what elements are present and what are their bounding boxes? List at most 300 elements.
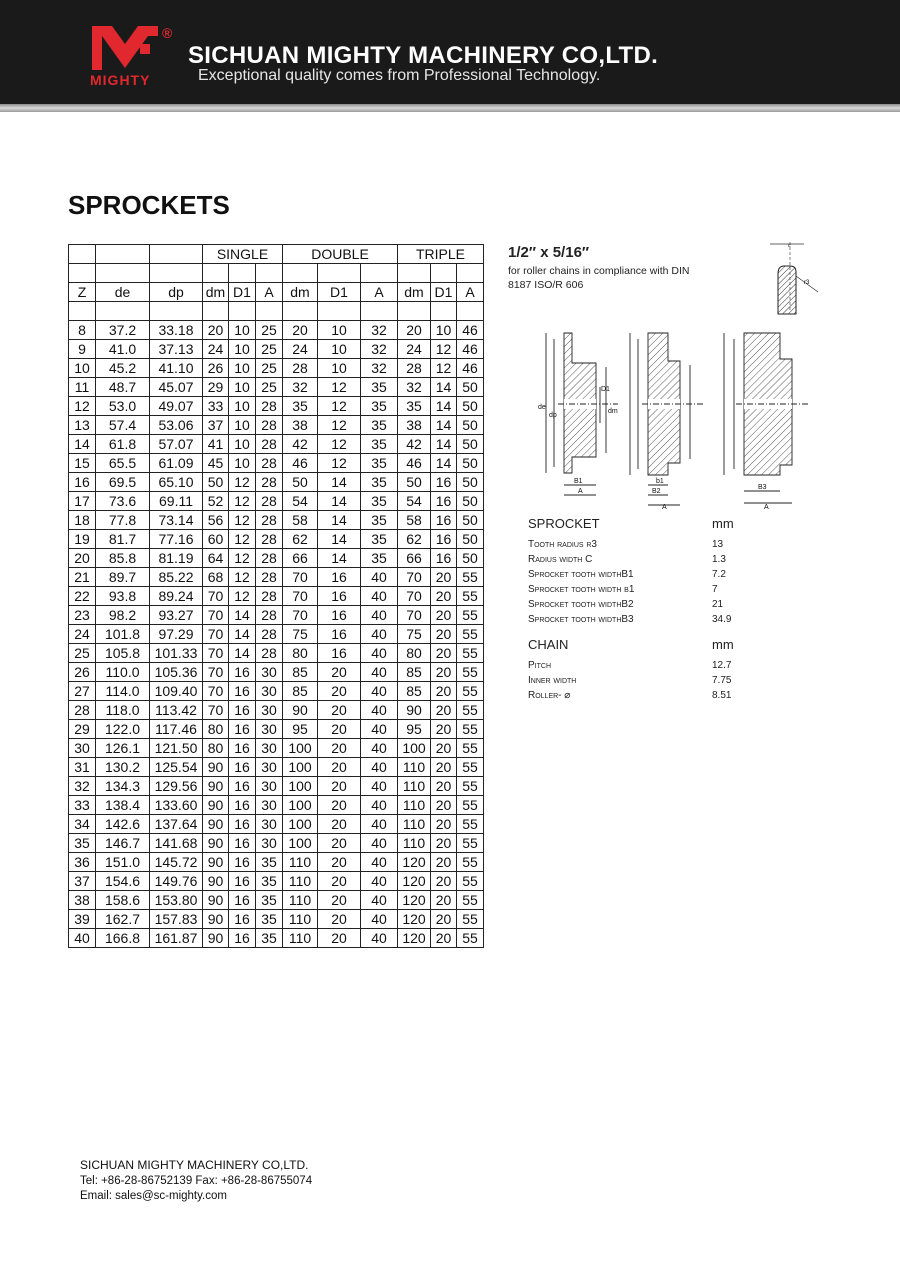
table-cell: 46 xyxy=(398,454,431,473)
table-cell: 38 xyxy=(283,416,318,435)
table-cell: 29 xyxy=(203,378,229,397)
table-cell: 20 xyxy=(431,853,457,872)
sprocket-prop-value: 13 xyxy=(712,539,724,550)
table-cell: 12 xyxy=(318,435,361,454)
table-cell: 12 xyxy=(69,397,96,416)
table-cell: 40 xyxy=(361,872,398,891)
table-cell: 20 xyxy=(318,872,361,891)
table-cell: 50 xyxy=(457,549,484,568)
table-cell: 35 xyxy=(361,416,398,435)
chain-prop-value: 8.51 xyxy=(712,690,732,701)
table-row xyxy=(69,682,484,701)
table-cell: 110 xyxy=(283,891,318,910)
table-cell: 80 xyxy=(283,644,318,663)
column-header-row xyxy=(69,283,484,302)
table-cell: 29 xyxy=(69,720,96,739)
table-row xyxy=(69,815,484,834)
table-cell: 145.72 xyxy=(150,853,203,872)
table-row xyxy=(69,929,484,948)
table-cell: 14 xyxy=(431,378,457,397)
table-cell: 113.42 xyxy=(150,701,203,720)
table-cell: 149.76 xyxy=(150,872,203,891)
table-cell: 35 xyxy=(398,397,431,416)
table-cell: 55 xyxy=(457,739,484,758)
table-cell: 20 xyxy=(431,796,457,815)
sprocket-prop-value: 7.2 xyxy=(712,569,726,580)
table-cell: 12 xyxy=(431,359,457,378)
table-cell: 20 xyxy=(431,872,457,891)
table-cell: 16 xyxy=(229,815,256,834)
table-cell: 16 xyxy=(431,492,457,511)
table-cell: 65.10 xyxy=(150,473,203,492)
table-cell: 35 xyxy=(256,872,283,891)
table-cell: 20 xyxy=(318,834,361,853)
sprocket-prop-label: Sprocket tooth widthB1 xyxy=(528,569,634,580)
table-cell: 70 xyxy=(283,606,318,625)
table-cell: 16 xyxy=(318,625,361,644)
table-cell: 28 xyxy=(283,359,318,378)
chain-prop-row xyxy=(528,658,758,673)
table-row xyxy=(69,587,484,606)
table-cell: 16 xyxy=(229,701,256,720)
d1-label: D1 xyxy=(601,386,610,393)
table-cell: 16 xyxy=(229,720,256,739)
table-cell: 10 xyxy=(229,435,256,454)
table-cell: 50 xyxy=(457,378,484,397)
table-cell: 141.68 xyxy=(150,834,203,853)
table-cell: 35 xyxy=(361,492,398,511)
table-cell: 19 xyxy=(69,530,96,549)
table-cell: 110 xyxy=(398,834,431,853)
table-cell: 55 xyxy=(457,587,484,606)
table-cell: 28 xyxy=(256,644,283,663)
table-cell: 40 xyxy=(361,644,398,663)
table-cell: 50 xyxy=(283,473,318,492)
table-cell: 20 xyxy=(431,891,457,910)
table-cell: 24 xyxy=(203,340,229,359)
table-cell: 70 xyxy=(398,568,431,587)
table-cell: 17 xyxy=(69,492,96,511)
table-cell: 122.0 xyxy=(96,720,150,739)
table-cell: 20 xyxy=(318,815,361,834)
table-cell: 55 xyxy=(457,796,484,815)
table-cell: 12 xyxy=(229,530,256,549)
column-header-a: A xyxy=(457,283,484,302)
table-row xyxy=(69,663,484,682)
table-cell: 35 xyxy=(283,397,318,416)
registered-mark: ® xyxy=(162,25,173,41)
table-cell: 14 xyxy=(229,625,256,644)
table-row xyxy=(69,454,484,473)
table-cell: 120 xyxy=(398,872,431,891)
table-cell: 16 xyxy=(229,682,256,701)
table-row xyxy=(69,435,484,454)
chain-prop-row xyxy=(528,688,758,703)
table-cell: 23 xyxy=(69,606,96,625)
table-cell: 40 xyxy=(361,853,398,872)
table-cell: 90 xyxy=(283,701,318,720)
table-row xyxy=(69,416,484,435)
table-cell: 16 xyxy=(69,473,96,492)
table-cell: 35 xyxy=(361,435,398,454)
table-cell: 77.8 xyxy=(96,511,150,530)
table-cell: 35 xyxy=(361,549,398,568)
table-cell: 62 xyxy=(283,530,318,549)
table-cell: 118.0 xyxy=(96,701,150,720)
chain-size-title: 1/2″ x 5/16″ xyxy=(508,244,590,261)
table-cell: 12 xyxy=(431,340,457,359)
table-cell: 50 xyxy=(457,435,484,454)
table-cell: 25 xyxy=(256,378,283,397)
table-cell: 48.7 xyxy=(96,378,150,397)
table-cell: 120 xyxy=(398,929,431,948)
table-cell: 70 xyxy=(203,606,229,625)
table-cell: 38 xyxy=(69,891,96,910)
sprocket-prop-label: Radius width C xyxy=(528,554,593,565)
table-cell: 53.06 xyxy=(150,416,203,435)
table-cell: 28 xyxy=(256,454,283,473)
table-cell: 10 xyxy=(318,340,361,359)
table-cell: 20 xyxy=(431,739,457,758)
table-cell: 55 xyxy=(457,758,484,777)
table-cell: 20 xyxy=(203,321,229,340)
table-cell: 100 xyxy=(283,739,318,758)
table-cell: 20 xyxy=(283,321,318,340)
table-cell: 110 xyxy=(283,853,318,872)
table-cell: 20 xyxy=(431,663,457,682)
table-cell: 120 xyxy=(398,910,431,929)
table-cell: 27 xyxy=(69,682,96,701)
table-cell: 100 xyxy=(283,815,318,834)
table-cell: 37.2 xyxy=(96,321,150,340)
table-cell: 80 xyxy=(398,644,431,663)
table-cell: 110 xyxy=(398,815,431,834)
dp-label: dp xyxy=(549,412,557,419)
table-cell: 55 xyxy=(457,853,484,872)
footer-phone: Tel: +86-28-86752139 Fax: +86-28-86755074 xyxy=(80,1174,313,1187)
a-label: A xyxy=(578,488,583,495)
sprocket-prop-value: 7 xyxy=(712,584,718,595)
table-cell: 24 xyxy=(69,625,96,644)
sprocket-props-unit: mm xyxy=(712,516,734,531)
table-cell: 20 xyxy=(318,853,361,872)
table-cell: 20 xyxy=(431,701,457,720)
table-row xyxy=(69,701,484,720)
table-row xyxy=(69,777,484,796)
table-cell: 10 xyxy=(229,416,256,435)
spacer-row xyxy=(69,264,484,283)
table-cell: 110 xyxy=(283,929,318,948)
table-cell: 138.4 xyxy=(96,796,150,815)
table-cell: 20 xyxy=(318,796,361,815)
tooth-profile-diagram xyxy=(760,240,840,320)
chain-props-title: CHAIN xyxy=(528,637,569,652)
table-row xyxy=(69,473,484,492)
table-cell: 32 xyxy=(361,359,398,378)
table-cell: 57.4 xyxy=(96,416,150,435)
table-cell: 14 xyxy=(318,511,361,530)
b1-small-label: b1 xyxy=(656,478,664,485)
table-row xyxy=(69,340,484,359)
table-cell: 35 xyxy=(361,378,398,397)
table-cell: 109.40 xyxy=(150,682,203,701)
table-cell: 101.8 xyxy=(96,625,150,644)
header-divider xyxy=(0,104,900,112)
chain-prop-label: Pitch xyxy=(528,660,552,671)
table-cell: 70 xyxy=(203,644,229,663)
column-header-dm: dm xyxy=(398,283,431,302)
table-cell: 81.7 xyxy=(96,530,150,549)
table-cell: 24 xyxy=(283,340,318,359)
table-cell: 41.10 xyxy=(150,359,203,378)
table-cell: 36 xyxy=(69,853,96,872)
table-row xyxy=(69,378,484,397)
table-cell: 100 xyxy=(283,796,318,815)
table-cell: 153.80 xyxy=(150,891,203,910)
table-cell: 14 xyxy=(431,397,457,416)
table-cell: 40 xyxy=(361,701,398,720)
de-label: de xyxy=(538,404,546,411)
table-cell: 33 xyxy=(203,397,229,416)
table-cell: 10 xyxy=(229,321,256,340)
table-cell: 77.16 xyxy=(150,530,203,549)
table-cell: 37 xyxy=(69,872,96,891)
table-row xyxy=(69,492,484,511)
sprocket-prop-row xyxy=(528,597,758,612)
table-cell: 110 xyxy=(398,796,431,815)
table-cell: 30 xyxy=(69,739,96,758)
table-cell: 89.24 xyxy=(150,587,203,606)
table-cell: 62 xyxy=(398,530,431,549)
table-cell: 46 xyxy=(457,359,484,378)
table-cell: 90 xyxy=(203,758,229,777)
table-cell: 16 xyxy=(229,777,256,796)
table-cell: 28 xyxy=(256,435,283,454)
table-cell: 42 xyxy=(398,435,431,454)
table-row xyxy=(69,872,484,891)
sprocket-prop-value: 1.3 xyxy=(712,554,726,565)
table-cell: 20 xyxy=(318,910,361,929)
chain-prop-value: 7.75 xyxy=(712,675,732,686)
chain-props-header xyxy=(528,637,758,652)
table-cell: 58 xyxy=(398,511,431,530)
column-header-dm: dm xyxy=(203,283,229,302)
table-cell: 32 xyxy=(283,378,318,397)
r3-label: r3 xyxy=(804,280,810,286)
table-cell: 40 xyxy=(361,910,398,929)
table-cell: 16 xyxy=(229,929,256,948)
column-header-dp: dp xyxy=(150,283,203,302)
spacer-row xyxy=(69,302,484,321)
table-cell: 35 xyxy=(361,511,398,530)
table-cell: 73.6 xyxy=(96,492,150,511)
table-cell: 121.50 xyxy=(150,739,203,758)
table-cell: 18 xyxy=(69,511,96,530)
column-header-d1: D1 xyxy=(318,283,361,302)
table-cell: 50 xyxy=(457,397,484,416)
table-cell: 90 xyxy=(203,853,229,872)
table-cell: 20 xyxy=(431,644,457,663)
table-cell: 35 xyxy=(361,473,398,492)
table-cell: 30 xyxy=(256,663,283,682)
table-cell: 95 xyxy=(398,720,431,739)
table-cell: 90 xyxy=(203,834,229,853)
table-cell: 40 xyxy=(361,891,398,910)
table-cell: 21 xyxy=(69,568,96,587)
table-cell: 12 xyxy=(229,549,256,568)
table-cell: 20 xyxy=(431,815,457,834)
table-cell: 16 xyxy=(229,910,256,929)
table-cell: 20 xyxy=(398,321,431,340)
table-cell: 70 xyxy=(398,587,431,606)
table-cell: 31 xyxy=(69,758,96,777)
table-cell: 10 xyxy=(229,340,256,359)
table-cell: 60 xyxy=(203,530,229,549)
table-row xyxy=(69,910,484,929)
table-cell: 20 xyxy=(431,910,457,929)
table-cell: 134.3 xyxy=(96,777,150,796)
table-cell: 12 xyxy=(318,378,361,397)
table-cell: 10 xyxy=(229,359,256,378)
table-cell: 16 xyxy=(431,511,457,530)
table-cell: 35 xyxy=(69,834,96,853)
table-cell: 69.5 xyxy=(96,473,150,492)
sprocket-prop-row xyxy=(528,537,758,552)
table-cell: 22 xyxy=(69,587,96,606)
table-cell: 55 xyxy=(457,568,484,587)
chain-props-unit: mm xyxy=(712,637,734,652)
table-cell: 13 xyxy=(69,416,96,435)
group-header-double: DOUBLE xyxy=(283,245,398,264)
table-cell: 105.36 xyxy=(150,663,203,682)
table-cell: 14 xyxy=(318,549,361,568)
table-cell: 14 xyxy=(229,644,256,663)
table-cell: 40 xyxy=(361,758,398,777)
table-cell: 16 xyxy=(229,872,256,891)
table-cell: 30 xyxy=(256,834,283,853)
table-cell: 80 xyxy=(203,739,229,758)
table-cell: 30 xyxy=(256,701,283,720)
table-cell: 16 xyxy=(229,891,256,910)
table-cell: 126.1 xyxy=(96,739,150,758)
table-cell: 54 xyxy=(283,492,318,511)
table-cell: 35 xyxy=(256,853,283,872)
table-row xyxy=(69,606,484,625)
sprocket-prop-row xyxy=(528,567,758,582)
table-cell: 16 xyxy=(229,834,256,853)
table-cell: 28 xyxy=(256,587,283,606)
table-cell: 14 xyxy=(431,435,457,454)
table-cell: 55 xyxy=(457,720,484,739)
table-cell: 28 xyxy=(256,492,283,511)
table-cell: 35 xyxy=(361,454,398,473)
table-cell: 55 xyxy=(457,663,484,682)
table-cell: 33.18 xyxy=(150,321,203,340)
sprocket-prop-value: 34.9 xyxy=(712,614,732,625)
column-header-dm: dm xyxy=(283,283,318,302)
table-cell: 100 xyxy=(283,777,318,796)
table-cell: 35 xyxy=(361,397,398,416)
table-cell: 45 xyxy=(203,454,229,473)
logo-text: MIGHTY xyxy=(90,72,151,88)
table-cell: 70 xyxy=(203,587,229,606)
table-cell: 90 xyxy=(203,815,229,834)
table-cell: 73.14 xyxy=(150,511,203,530)
b2-label: B2 xyxy=(652,488,661,495)
table-cell: 24 xyxy=(398,340,431,359)
table-cell: 75 xyxy=(398,625,431,644)
table-cell: 12 xyxy=(318,454,361,473)
table-cell: 20 xyxy=(431,777,457,796)
table-cell: 70 xyxy=(203,663,229,682)
sprocket-props-list xyxy=(528,537,758,627)
table-cell: 30 xyxy=(256,682,283,701)
table-cell: 35 xyxy=(256,929,283,948)
group-header-single: SINGLE xyxy=(203,245,283,264)
table-cell: 20 xyxy=(318,891,361,910)
table-row xyxy=(69,720,484,739)
table-row xyxy=(69,834,484,853)
table-cell: 37.13 xyxy=(150,340,203,359)
table-cell: 90 xyxy=(203,872,229,891)
table-cell: 110 xyxy=(283,910,318,929)
table-cell: 95 xyxy=(283,720,318,739)
table-cell: 46 xyxy=(457,321,484,340)
table-cell: 37 xyxy=(203,416,229,435)
table-row xyxy=(69,568,484,587)
sprocket-section-drawings xyxy=(522,325,822,510)
table-cell: 14 xyxy=(318,473,361,492)
column-header-a: A xyxy=(361,283,398,302)
table-cell: 146.7 xyxy=(96,834,150,853)
table-cell: 40 xyxy=(361,929,398,948)
table-cell: 142.6 xyxy=(96,815,150,834)
group-header-row xyxy=(69,245,484,264)
table-cell: 85 xyxy=(283,663,318,682)
mighty-logo-icon xyxy=(90,22,160,72)
table-cell: 20 xyxy=(431,568,457,587)
table-cell: 16 xyxy=(229,853,256,872)
table-cell: 50 xyxy=(457,492,484,511)
table-cell: 50 xyxy=(457,454,484,473)
table-cell: 55 xyxy=(457,929,484,948)
table-row xyxy=(69,625,484,644)
table-cell: 97.29 xyxy=(150,625,203,644)
table-cell: 20 xyxy=(318,758,361,777)
chain-prop-value: 12.7 xyxy=(712,660,732,671)
b3-label: B3 xyxy=(758,484,767,491)
table-cell: 35 xyxy=(256,910,283,929)
table-cell: 70 xyxy=(203,701,229,720)
sprocket-prop-label: Tooth radius r3 xyxy=(528,539,597,550)
table-cell: 46 xyxy=(283,454,318,473)
table-cell: 70 xyxy=(203,625,229,644)
table-cell: 90 xyxy=(203,910,229,929)
chain-prop-label: Inner width xyxy=(528,675,577,686)
column-header-a: A xyxy=(256,283,283,302)
table-cell: 16 xyxy=(318,568,361,587)
dm-label: dm xyxy=(608,408,618,415)
table-cell: 16 xyxy=(229,796,256,815)
table-cell: 49.07 xyxy=(150,397,203,416)
table-cell: 28 xyxy=(256,625,283,644)
table-cell: 35 xyxy=(256,891,283,910)
table-cell: 90 xyxy=(203,929,229,948)
table-cell: 55 xyxy=(457,815,484,834)
table-cell: 12 xyxy=(318,416,361,435)
table-row xyxy=(69,321,484,340)
table-cell: 16 xyxy=(318,606,361,625)
